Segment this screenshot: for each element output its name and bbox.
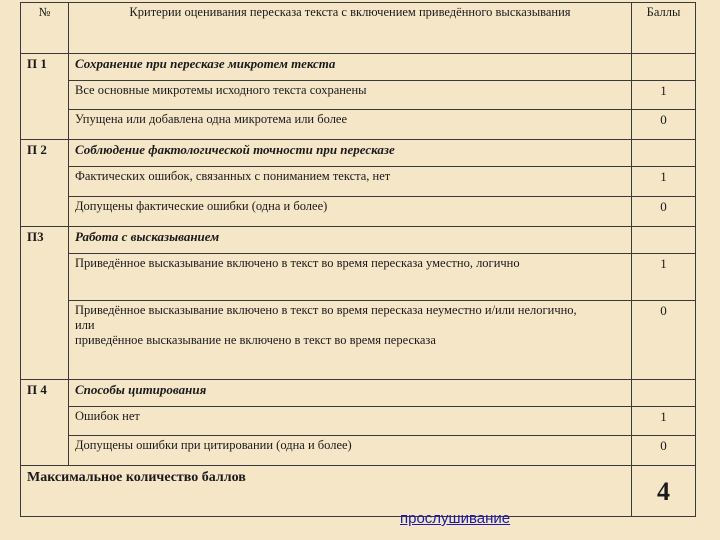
criterion-score-empty	[632, 54, 696, 81]
criterion-row	[21, 54, 696, 81]
criterion-item-row	[21, 254, 696, 301]
item-text: Все основные микротемы исходного текста сохранены	[69, 81, 632, 110]
criterion-row	[21, 380, 696, 407]
item-score: 0	[632, 110, 696, 140]
header-criteria: Критерии оценивания пересказа текста с включением приведённого высказывания	[69, 3, 632, 54]
criterion-row	[21, 140, 696, 167]
criterion-title: Сохранение при пересказе микротем текста	[69, 54, 632, 81]
item-score: 1	[632, 81, 696, 110]
total-label: Максимальное количество баллов	[21, 466, 632, 517]
total-value: 4	[632, 466, 696, 517]
criterion-code: П3	[21, 227, 69, 254]
item-score: 1	[632, 254, 696, 301]
item-score: 0	[632, 197, 696, 227]
item-text: Упущена или добавлена одна микротема или более	[69, 110, 632, 140]
criterion-code: П 2	[21, 140, 69, 167]
criterion-item-row	[21, 436, 696, 466]
item-text: Ошибок нет	[69, 407, 632, 436]
criterion-item-row	[21, 167, 696, 197]
criterion-item-row	[21, 110, 696, 140]
criterion-code: П 1	[21, 54, 69, 81]
item-score: 0	[632, 301, 696, 380]
item-text: Допущены фактические ошибки (одна и более)	[69, 197, 632, 227]
criterion-item-row	[21, 301, 696, 380]
header-row	[21, 3, 696, 54]
item-text: Допущены ошибки при цитировании (одна и более)	[69, 436, 632, 466]
item-score: 1	[632, 407, 696, 436]
item-score: 1	[632, 167, 696, 197]
item-text: Приведённое высказывание включено в текст во время пересказа неуместно и/или нелогично, или приведённое высказывание не включено в текст во время пересказа	[69, 301, 632, 380]
criterion-item-row	[21, 197, 696, 227]
criterion-item-row	[21, 407, 696, 436]
criterion-title: Соблюдение фактологической точности при пересказе	[69, 140, 632, 167]
criterion-title: Работа с высказыванием	[69, 227, 632, 254]
item-score: 0	[632, 436, 696, 466]
criteria-table	[20, 2, 696, 517]
criterion-title: Способы цитирования	[69, 380, 632, 407]
criterion-code: П 4	[21, 380, 69, 407]
total-row	[21, 466, 696, 517]
criterion-item-row	[21, 81, 696, 110]
item-text: Фактических ошибок, связанных с пониманием текста, нет	[69, 167, 632, 197]
header-num: №	[21, 3, 69, 54]
header-score: Баллы	[632, 3, 696, 54]
criterion-row	[21, 227, 696, 254]
listen-link[interactable]: прослушивание	[400, 510, 511, 527]
item-text: Приведённое высказывание включено в текст во время пересказа уместно, логично	[69, 254, 632, 301]
